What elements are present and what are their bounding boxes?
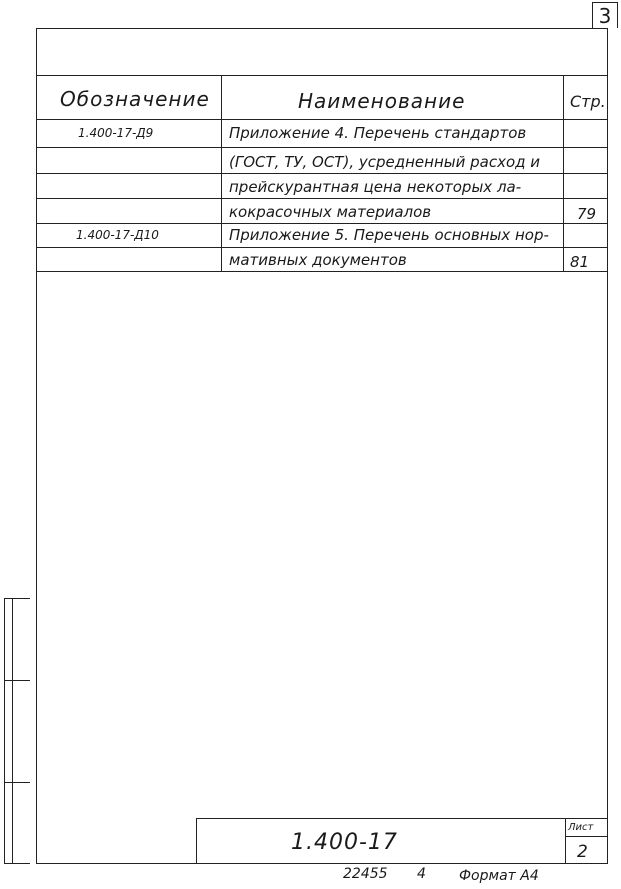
sheet-number: 2 xyxy=(577,842,588,862)
row-line xyxy=(36,147,608,148)
row-line xyxy=(36,247,608,248)
inventory-number: 22455 xyxy=(343,866,388,882)
document-number: 1.400-17 xyxy=(291,830,398,855)
format-label: Формат А4 xyxy=(459,868,539,884)
title-block-top xyxy=(196,818,608,819)
row-page: 79 xyxy=(577,205,597,223)
corner-number-text: 3 xyxy=(598,4,612,28)
strip-inner-line xyxy=(12,598,13,864)
column-divider xyxy=(563,75,564,271)
row-text: кокрасочных материалов xyxy=(229,203,432,221)
row-text: мативных документов xyxy=(229,251,407,269)
copy-number: 4 xyxy=(417,866,426,882)
title-block-left xyxy=(196,818,197,864)
header-page: Стр. xyxy=(570,92,606,111)
table-bottom-line xyxy=(36,271,608,272)
row-text: прейскурантная цена некоторых ла- xyxy=(229,178,522,196)
sheet-label: Лист xyxy=(568,822,594,833)
strip-divider xyxy=(4,782,30,783)
row-text: Приложение 5. Перечень основных нор- xyxy=(229,226,549,244)
row-text: (ГОСТ, ТУ, ОСТ), усредненный расход и xyxy=(229,153,541,171)
sheet-label-line xyxy=(565,836,608,837)
row-text: Приложение 4. Перечень стандартов xyxy=(229,124,527,142)
title-block-divider xyxy=(565,818,566,864)
row-line xyxy=(36,173,608,174)
row-page: 81 xyxy=(570,253,590,271)
header-bottom-line xyxy=(36,119,608,120)
margin-stamp-strip xyxy=(4,598,30,864)
row-code: 1.400-17-Д9 xyxy=(78,126,154,140)
corner-sheet-number xyxy=(592,2,618,28)
row-code: 1.400-17-Д10 xyxy=(76,228,159,242)
row-line xyxy=(36,198,608,199)
strip-divider xyxy=(4,680,30,681)
header-designation: Обозначение xyxy=(60,87,210,111)
column-divider xyxy=(221,75,222,271)
header-name: Наименование xyxy=(298,89,466,113)
table-top-line xyxy=(36,75,608,76)
row-line xyxy=(36,223,608,224)
